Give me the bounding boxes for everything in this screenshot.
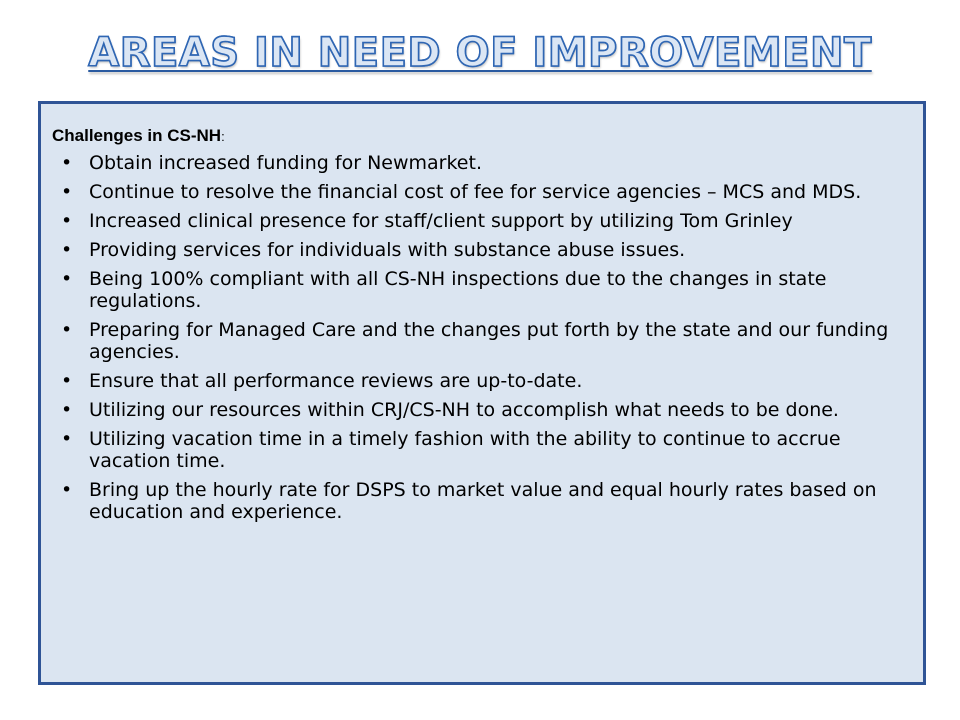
section-heading-colon: : [221,129,225,144]
list-item-text: Continue to resolve the financial cost of fee for service agencies – MCS and MDS. [89,181,862,203]
bullet-icon: • [61,268,73,290]
bullet-icon: • [61,239,73,261]
bullet-icon: • [61,399,73,421]
list-item-text: Utilizing vacation time in a timely fashion with the ability to continue to accrue vacation time. [89,428,841,472]
challenges-list [52,152,893,523]
section-heading [52,126,893,146]
list-item [52,210,893,232]
bullet-icon: • [61,428,73,450]
bullet-icon: • [61,479,73,501]
list-item-text: Obtain increased funding for Newmarket. [89,152,482,174]
bullet-icon: • [61,152,73,174]
list-item [52,152,893,174]
list-item [52,319,893,363]
bullet-icon: • [61,181,73,203]
page-title: AREAS IN NEED OF IMPROVEMENT [88,30,872,76]
list-item [52,370,893,392]
bullet-icon: • [61,319,73,341]
list-item [52,479,893,523]
list-item-text: Bring up the hourly rate for DSPS to market value and equal hourly rates based on education and experience. [89,479,877,523]
list-item [52,399,893,421]
list-item-text: Providing services for individuals with substance abuse issues. [89,239,686,261]
list-item-text: Ensure that all performance reviews are up-to-date. [89,370,583,392]
section-heading-text: Challenges in CS-NH [52,126,222,145]
list-item-text: Preparing for Managed Care and the changes put forth by the state and our funding agencies. [89,319,889,363]
list-item [52,268,893,312]
list-item-text: Increased clinical presence for staff/client support by utilizing Tom Grinley [89,210,793,232]
list-item [52,239,893,261]
content-box [38,101,926,685]
list-item-text: Being 100% compliant with all CS-NH inspections due to the changes in state regulations. [89,268,827,312]
bullet-icon: • [61,210,73,232]
list-item [52,181,893,203]
list-item [52,428,893,472]
bullet-icon: • [61,370,73,392]
list-item-text: Utilizing our resources within CRJ/CS-NH to accomplish what needs to be done. [89,399,839,421]
